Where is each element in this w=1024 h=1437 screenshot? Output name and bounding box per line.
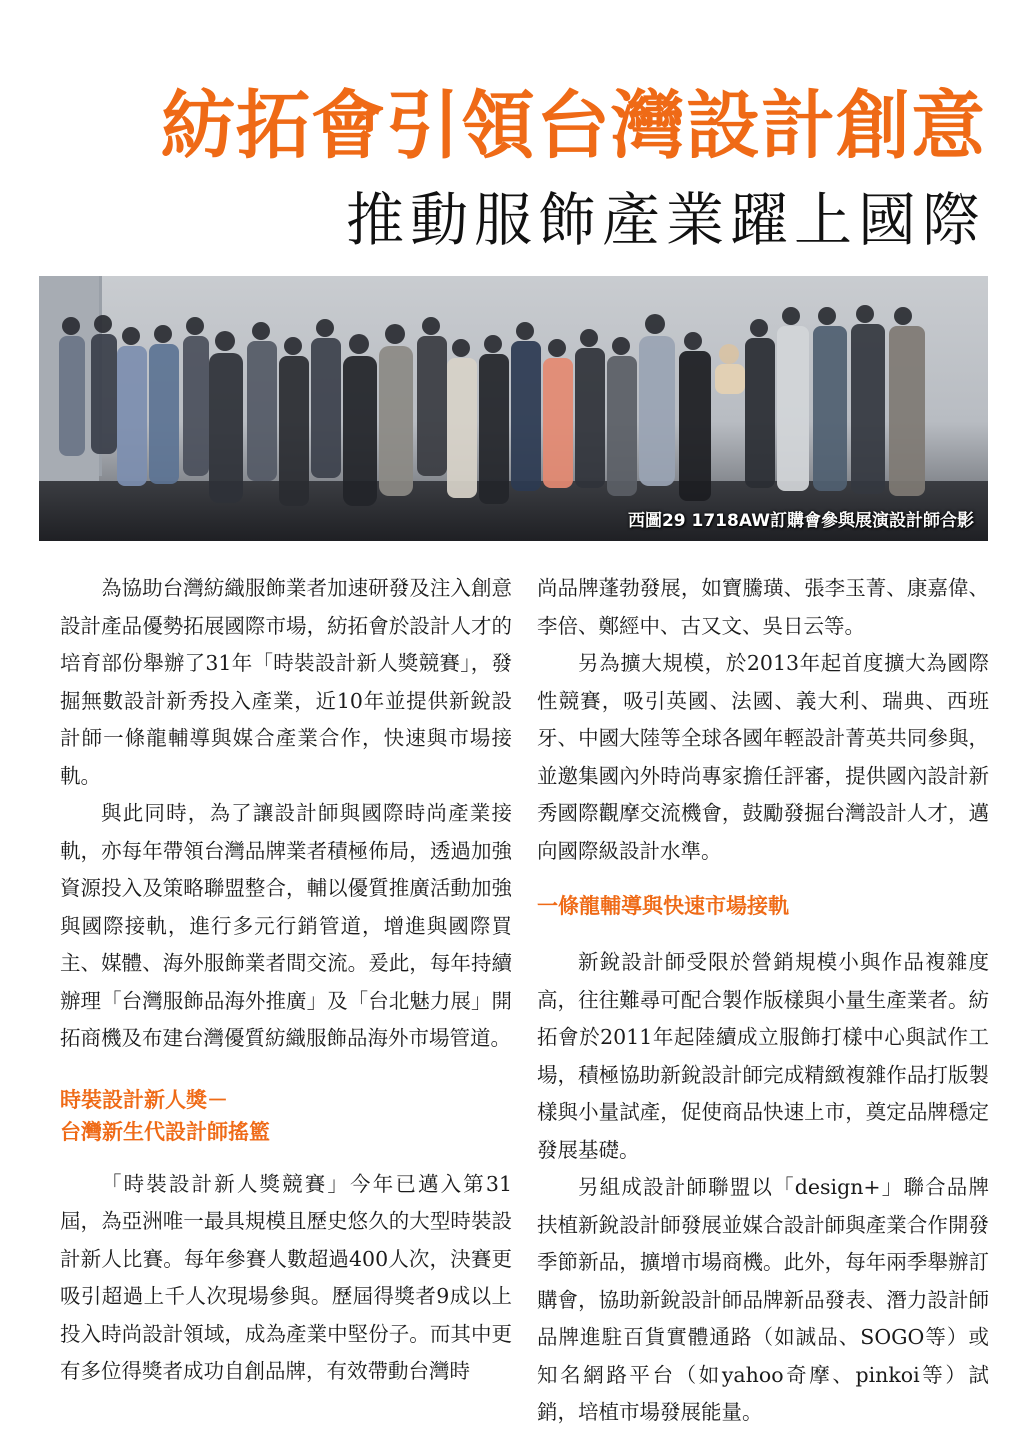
expansion-paragraph: 另為擴大規模，於2013年起首度擴大為國際性競賽，吸引英國、法國、義大利、瑞典、西班牙、中國大陸等全球各國年輕設計菁英共同參與，並邀集國內外時尚專家擔任評審，提供國內設計新秀國際觀摩交流機會，鼓勵發掘台灣設計人才，邁向國際級設計水準。 [537,651,989,863]
photo-caption: 西圖29 1718AW訂購會參與展演設計師合影 [627,511,974,531]
section-heading-award-line2: 台灣新生代設計師搖籃 [60,1119,270,1144]
award-paragraph: 「時裝設計新人獎競賽」今年已邁入第31屆，為亞洲唯一最具規模且歷史悠久的大型時裝設計新人比賽。每年參賽人數超過400人次，決賽更吸引超過上千人次現場參與。歷屆得獎者9成以上投入時尚設計領域，成為產業中堅份子。而其中更有多位得獎者成功自創品牌，有效帶動台灣時 [60,1171,512,1383]
section-heading-award [60,1084,512,1148]
intro-paragraph: 為協助台灣紡織服飾業者加速研發及注入創意設計產品優勢拓展國際市場，紡拓會於設計人才的培育部份舉辦了31年「時裝設計新人獎競賽」，發掘無數設計新秀投入產業，近10年並提供新銳設計師一條龍輔導與媒合產業合作，快速與市場接軌。 [60,576,512,788]
alliance-paragraph: 另組成設計師聯盟以「design+」聯合品牌扶植新銳設計師發展並媒合設計師與產業合作開發季節新品，擴增市場商機。此外，每年兩季舉辦訂購會，協助新銳設計師品牌新品發表、潛力設計師品牌進駐百貨實體通路（如誠品、SOGO等）或知名網路平台（如yahoo奇摩、pinkoi等）試銷，培植市場發展能量。 [537,1175,989,1424]
section-heading-support: 一條龍輔導與快速市場接軌 [537,894,789,918]
left-column [60,570,512,1391]
page-title: 紡拓會引領台灣設計創意 [161,83,986,169]
sampling-paragraph: 新銳設計師受限於營銷規模小與作品複雜度高，往往難尋可配合製作版樣與小量生產業者。紡拓會於2011年起陸續成立服飾打樣中心與試作工場，積極協助新銳設計師完成精緻複雜作品打版製樣與小量試產，促使商品快速上市，奠定品牌穩定發展基礎。 [537,950,989,1162]
continued-paragraph: 尚品牌蓬勃發展，如寶騰璜、張李玉菁、康嘉偉、李倍、鄭經中、古又文、吳日云等。 [537,576,989,638]
page-subtitle: 推動服飾產業躍上國際 [345,186,986,254]
international-paragraph: 與此同時，為了讓設計師與國際時尚產業接軌，亦每年帶領台灣品牌業者積極佈局，透過加強資源投入及策略聯盟整合，輔以優質推廣活動加強與國際接軌，進行多元行銷管道，增進與國際買主、媒體、海外服飾業者間交流。爰此，每年持續辦理「台灣服飾品海外推廣」及「台北魅力展」開拓商機及布建台灣優質紡織服飾品海外市場管道。 [60,801,512,1050]
right-column [537,570,989,1432]
group-photo [39,276,988,541]
section-heading-award-line1: 時裝設計新人獎－ [60,1087,228,1112]
group-photo-illustration [39,276,988,541]
